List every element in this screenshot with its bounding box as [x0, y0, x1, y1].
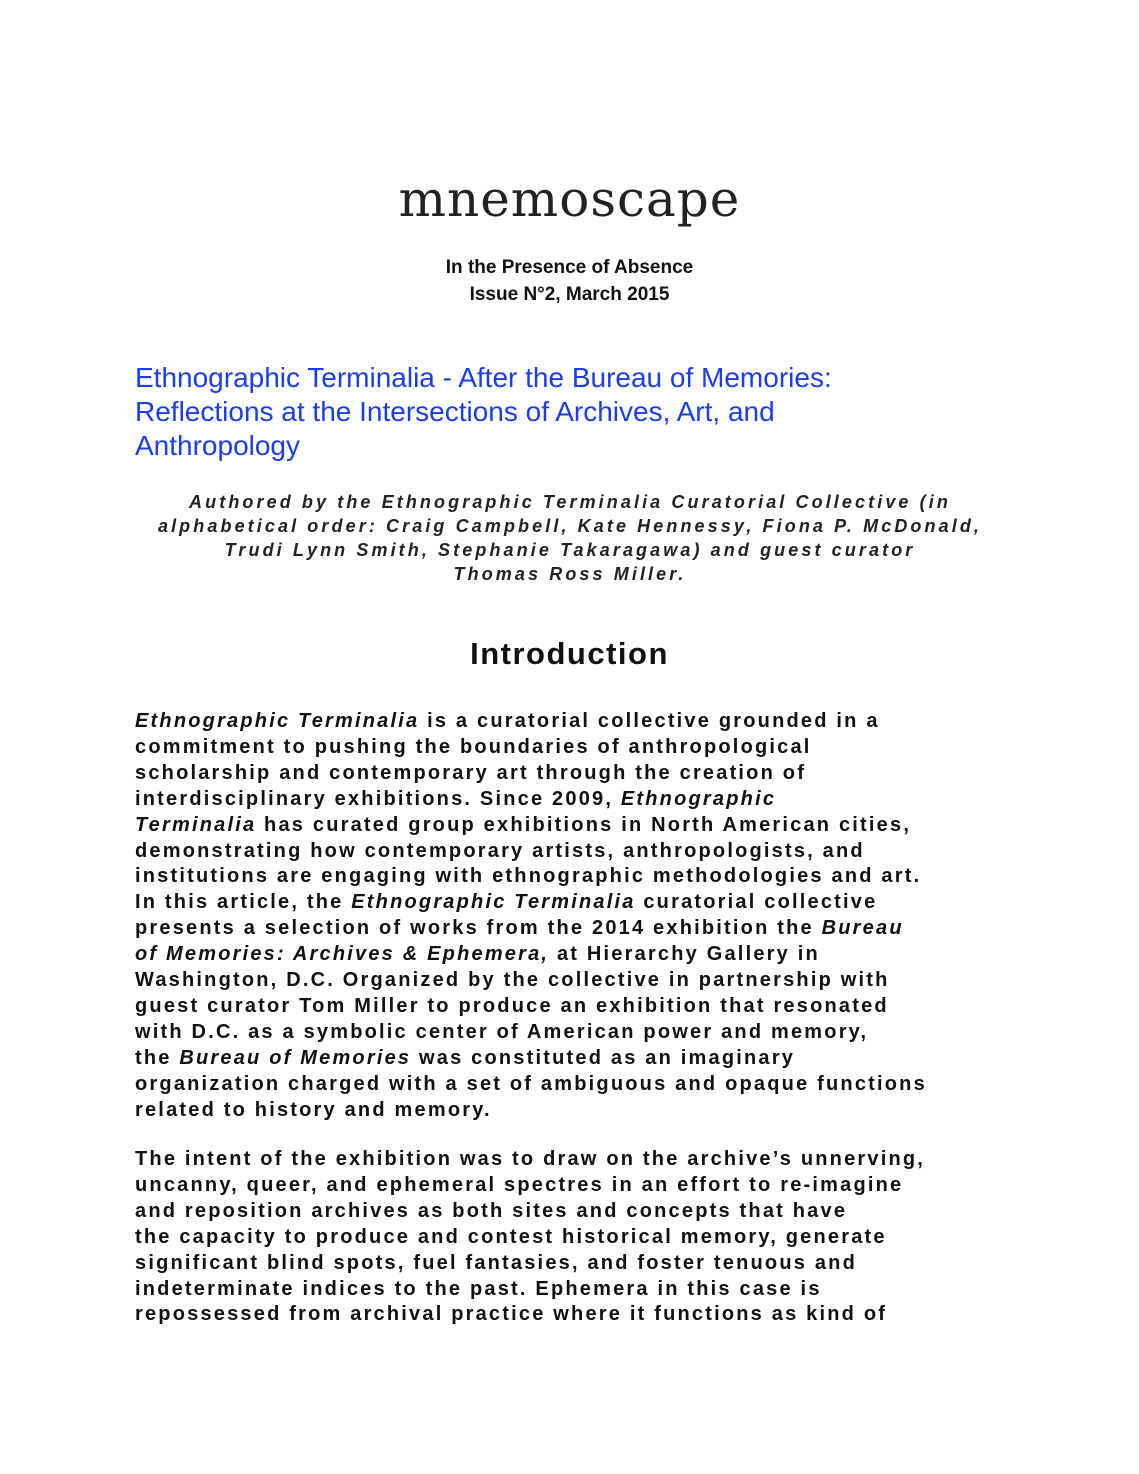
- italic-text: Ethnographic Terminalia: [351, 891, 636, 914]
- paragraph-line: the capacity to produce and contest historical memory, generate: [135, 1225, 887, 1248]
- text-run: In this article, the: [135, 891, 352, 914]
- author-line: Thomas Ross Miller.: [453, 564, 687, 584]
- author-credits: [120, 490, 1020, 586]
- paragraph-line: and reposition archives as both sites and concepts that have: [135, 1199, 848, 1222]
- paragraph-line: [135, 916, 1035, 942]
- issue-number: Issue N°2, March 2015: [469, 284, 670, 305]
- paragraph-line: [135, 787, 1035, 813]
- title-line: Anthropology: [135, 430, 301, 461]
- paragraph-line: repossessed from archival practice where it functions as kind of: [135, 1303, 888, 1326]
- paragraph-line: indeterminate indices to the past. Ephemera in this case is: [135, 1277, 822, 1300]
- text-run: curatorial collective: [635, 891, 878, 914]
- text-run: was constituted as an imaginary: [411, 1046, 796, 1069]
- paragraph-line: with D.C. as a symbolic center of American power and memory,: [135, 1020, 869, 1043]
- paragraph-line: related to history and memory.: [135, 1098, 492, 1121]
- paragraph-line: uncanny, queer, and ephemeral spectres in an effort to re-imagine: [135, 1173, 904, 1196]
- author-line: Trudi Lynn Smith, Stephanie Takaragawa) and guest curator: [224, 540, 916, 560]
- italic-text: Ethnographic: [620, 787, 777, 810]
- italic-text: Terminalia: [135, 813, 257, 836]
- paragraph-line: institutions are engaging with ethnographic methodologies and art.: [135, 865, 922, 888]
- issue-title: In the Presence of Absence: [445, 257, 694, 278]
- paragraph-line: guest curator Tom Miller to produce an exhibition that resonated: [135, 994, 889, 1017]
- text-run: the: [135, 1046, 180, 1069]
- author-line: Authored by the Ethnographic Terminalia Curatorial Collective (in: [189, 492, 951, 512]
- paragraph-line: scholarship and contemporary art through the creation of: [135, 761, 807, 784]
- author-line: alphabetical order: Craig Campbell, Kate Hennessy, Fiona P. McDonald,: [157, 516, 983, 536]
- article-title: [135, 361, 965, 463]
- section-heading: Introduction: [470, 636, 669, 671]
- italic-text: Ethnographic Terminalia: [135, 710, 420, 732]
- paragraph-line: organization charged with a set of ambiguous and opaque functions: [135, 1072, 927, 1095]
- paragraph-line: [135, 890, 1035, 916]
- body-paragraph: [135, 1147, 1035, 1328]
- italic-text: Bureau of Memories: [179, 1046, 412, 1069]
- paragraph-line: [135, 942, 1035, 968]
- text-run: presents a selection of works from the 2014 exhibition the: [135, 917, 822, 940]
- paragraph-line: [135, 1046, 1035, 1072]
- paragraph-line: [135, 813, 1035, 839]
- paragraph-line: Washington, D.C. Organized by the collective in partnership with: [135, 969, 890, 992]
- text-run: is a curatorial collective grounded in a: [419, 710, 880, 732]
- issue-info: [0, 254, 1139, 308]
- italic-text: Bureau: [821, 917, 904, 940]
- paragraph-line: [135, 709, 1035, 735]
- italic-text: of Memories: Archives & Ephemera,: [135, 943, 550, 966]
- paragraph-line: demonstrating how contemporary artists, anthropologists, and: [135, 839, 865, 862]
- body-paragraph: [135, 709, 1035, 1124]
- title-line: Ethnographic Terminalia - After the Bureau of Memories:: [135, 362, 832, 393]
- text-run: has curated group exhibitions in North American cities,: [256, 813, 912, 836]
- paragraph-line: The intent of the exhibition was to draw on the archive’s unnerving,: [135, 1148, 926, 1170]
- text-run: interdisciplinary exhibitions. Since 2009,: [135, 787, 621, 810]
- paragraph-line: commitment to pushing the boundaries of anthropological: [135, 735, 812, 758]
- journal-logo: mnemoscape: [398, 170, 741, 228]
- paragraph-line: significant blind spots, fuel fantasies, and foster tenuous and: [135, 1251, 857, 1274]
- text-run: at Hierarchy Gallery in: [549, 943, 820, 966]
- title-line: Reflections at the Intersections of Archives, Art, and: [135, 396, 775, 427]
